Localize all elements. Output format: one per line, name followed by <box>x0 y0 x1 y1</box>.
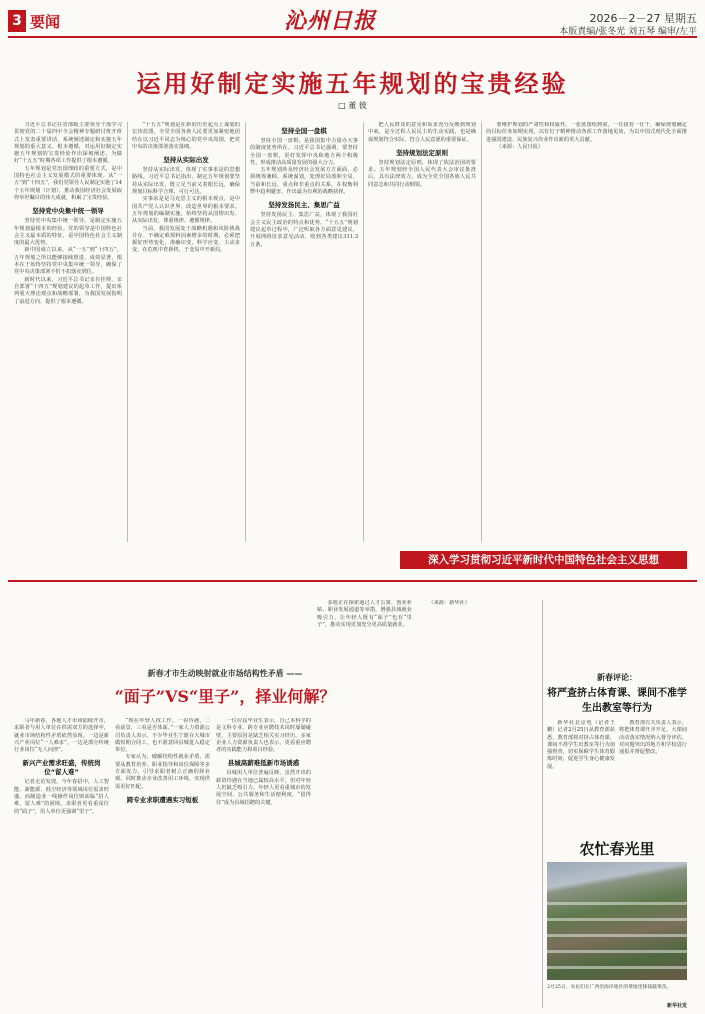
subheading: 跨专业求职遭遇实习短板 <box>126 795 199 804</box>
paragraph: 新中国成立以来，从“一五”到“十四五”，五年规划之所以能够接续推进、成效显著，根本在于始终坚持党中央集中统一领导，确保了党中央决策部署不折不扣落实到位。 <box>14 247 122 276</box>
paragraph: 记者走访发现，今年春招中，人工智能、新能源、低空经济等领域岗位需求旺盛，而制造业一线操作岗位则面临“招人难、留人难”的困境。求职者更看重岗位的“面子”，用人单位更强调“里子”。 <box>14 779 109 815</box>
paragraph: 习近平总书记在省部级主要领导干部学习贯彻党的二十届四中全会精神专题研讨班开班式上发表重要讲话，系统阐述制定和实施五年规划的重大意义、根本遵循，对运用好制定实施五年规划的宝贵经验作出深刻阐述，为做好“十五五”时期各项工作提供了根本遵循。 <box>14 122 122 165</box>
column-rule <box>363 122 364 542</box>
paragraph: 坚持全国一盘棋，是我国集中力量办大事的制度优势所在。习近平总书记强调，要坚持全国一盘棋，更好发挥中央和地方两个积极性，形成推动高质量发展的强大合力。 <box>250 138 358 166</box>
subheading: 县城高薪难抵新市场诱惑 <box>227 759 300 768</box>
subheading: 坚持从实际出发 <box>163 156 209 165</box>
paragraph: 新华社北京电（记者王鹏）记者2月25日从教育部获悉，教育部将对挤占体育课、课间不准学生出教室等行为加强督查，切实保障学生体育锻炼时间，促进学生身心健康发展。 <box>547 720 615 770</box>
paragraph: 一位应届毕业生表示，自己本科学的是文科专业，跨专业应聘技术岗时屡屡碰壁，主要原因是缺乏相关实习经历。多家企业人力资源负责人也表示，更看重应聘者的实践能力和项目经验。 <box>216 718 311 754</box>
paragraph: 马年新春，各地人才市场陆续开市，求职者与用人单位在供需双方的选择中，就业市场结构性矛盾依然显现。一边是新兴产业岗位“一人难求”，一边是部分传统行业岗位“无人问津”。 <box>14 718 109 754</box>
subheading: 坚持规划法定原则 <box>396 148 448 157</box>
issue-date: 2026－2－27 星期五 <box>589 12 697 25</box>
photo-title: 农忙春光里 <box>579 840 655 858</box>
section-number: 3 <box>8 10 26 32</box>
newspaper-logo: 沁州日报 <box>284 8 377 34</box>
paragraph: 多地正在探索通过人才公寓、创业补贴、职业发展通道等举措，增强县域就业吸引力，让年轻人既有“面子”也有“里子”，推动实现更加充分更高质量就业。 <box>317 600 412 628</box>
editorial-column-2 <box>619 720 687 832</box>
paragraph: 坚持规划法定原则，体现了依法治国的要求。五年规划经全国人民代表大会审议批准后，具有法律效力，成为全党全国各族人民共同意志和共同行动纲领。 <box>368 159 476 188</box>
theme-banner: 深入学习贯彻习近平新时代中国特色社会主义思想 <box>400 551 687 569</box>
article2-headline: “面子”VS“里子”，择业何解？ <box>114 687 336 706</box>
subheading: 坚持发扬民主、集思广益 <box>268 201 340 210</box>
paragraph: 要维护规划的严肃性和权威性，一张蓝图绘到底，一任接着一任干，确保规划确定的目标任务如期实现，以钉钉子精神推动各项工作落地见效，为以中国式现代化全面推进强国建设、民族复兴伟业作出新的更大贡献。 <box>486 122 687 143</box>
section-name: 要闻 <box>30 13 61 31</box>
editorial-kicker: 新春评论： <box>597 673 637 682</box>
article2-kicker: 新春才市生动映射就业市场结构性矛盾 —— <box>147 669 303 678</box>
paragraph: 把人民群众的意见和诉求充分反映到规划中来，是全过程人民民主的生动实践，也是确保规划符合实际、符合人民意愿的重要保证。 <box>368 122 476 143</box>
photo-credit: 新华社发 <box>666 1003 687 1009</box>
paragraph: 坚持发扬民主、集思广益，体现了我国社会主义民主政治的特点和优势。“十五五”规划建议起草过程中，广泛听取各方面意见建议，开展网络征求意见活动，收到各类建议311.3万条。 <box>250 212 358 248</box>
column-rule <box>481 122 482 542</box>
article2-source: （来源：新华社） <box>428 600 470 606</box>
article1-column-3 <box>250 122 358 542</box>
subheading: 坚持全国一盘棋 <box>281 127 327 135</box>
paragraph: 实事求是是马克思主义的根本观点，是中国共产党人认识世界、改造世界的根本要求。五年规划的编制实施，始终坚持从国情出发、从实际出发，尊重规律、遵循规律。 <box>132 196 240 225</box>
paragraph: 坚持从实际出发，体现了实事求是的思想路线。习近平总书记指出，制定五年规划要坚持从实际出发，既立足当前又着眼长远，确保规划目标科学合理、可行可达。 <box>132 167 240 196</box>
paragraph: 教育部有关负责人表示，将把体育课开齐开足、大课间活动落实情况纳入督导评估，对问题突出的地方和学校进行通报并督促整改。 <box>619 720 687 756</box>
article2-column-2 <box>115 718 210 1008</box>
section-divider <box>8 580 697 582</box>
byline: □ 董 彼 <box>338 101 367 110</box>
article2-column-4 <box>317 600 412 1008</box>
article2-column-5 <box>418 600 538 1008</box>
paragraph: 五年规划涉及经济社会发展方方面面，必须统筹兼顾、系统谋划，处理好局部和全局、当前和长远、重点和非重点的关系，在权衡利弊中趋利避害、作出最为有利的战略抉择。 <box>250 167 358 196</box>
article2-column-3 <box>216 718 311 1008</box>
subheading: 新兴产业需求旺盛，传统岗位“留人难” <box>22 759 101 777</box>
subheading: 坚持党中央集中统一领导 <box>32 207 104 216</box>
editorial-headline: 将严查挤占体育课、课间不准学生出教室等行为 <box>547 688 687 714</box>
photo-caption: 2月25日，农民们在广西沿海洋地区的菜地里移栽蔬菜苗。 <box>547 985 672 990</box>
headline-main: 运用好制定实施五年规划的宝贵经验 <box>136 69 569 98</box>
paragraph: 坚持党中央集中统一领导，是制定实施五年规划最根本的经验。党的领导是中国特色社会主义最本质的特征，是中国特色社会主义制度的最大优势。 <box>14 218 122 247</box>
article1-column-5 <box>486 122 687 542</box>
paragraph: 新时代以来，习近平总书记亲自挂帅、亲自部署“十四五”规划建议的起草工作，提出系列重大理论观点和战略部署，为我国发展指明了前进方向、提供了根本遵循。 <box>14 276 122 305</box>
editors-line: 本版責编/张冬光 刘五琴 编审/左平 <box>559 27 697 37</box>
column-rule <box>542 600 543 1008</box>
article1-source: （来源：人民日报） <box>496 143 544 150</box>
paragraph: “现在年轻人找工作，一看待遇，二看前景，三看是否体面。”一家人力资源公司负责人表示，不少毕业生宁愿在大城市做短期合同工，也不愿意回县城进入稳定单位。 <box>115 718 210 754</box>
paragraph: 专家认为，破解结构性就业矛盾，需要从教育培养、职业指导和岗位保障等多方面发力，引导求职者树立正确的择业观，同时推动企业改善用工环境，实现供需更好匹配。 <box>115 754 210 790</box>
editorial-column-1 <box>547 720 615 832</box>
page-header <box>8 8 697 38</box>
article1-column-1 <box>14 122 122 542</box>
paragraph: 当前，我国发展处于战略机遇和风险挑战并存、不确定难预料因素增多的时期，必须把握好形势变化，准确识变、科学应变、主动求变，在危机中育新机、于变局中开新局。 <box>132 225 240 254</box>
column-rule <box>245 122 246 542</box>
paragraph: 五年规划是党治国理政的重要方式，是中国特色社会主义发展模式的重要体现。从“一五”到“十四五”，我们党领导人民制定实施了14个五年规划（计划），推动我国经济社会发展取得举世瞩目的伟大成就，积累了宝贵经验。 <box>14 165 122 201</box>
article1-column-2 <box>132 122 240 542</box>
article2-column-1 <box>14 718 109 1008</box>
article1-column-4 <box>368 122 476 542</box>
paragraph: 县城用人单位普遍反映，虽然开出的薪资待遇在当地已属较高水平，但对年轻人仍缺乏吸引力。年轻人更看重城市的发展空间、公共服务和生活便利度，“留得住”成为县域招聘的关键。 <box>216 770 311 806</box>
paragraph: “十五五”规划是在新的历史起点上谋划的宏伟蓝图，全党全国各族人民要更加紧密地团结在以习近平同志为核心的党中央周围，把党中央的决策部署落实落细。 <box>132 122 240 150</box>
farm-field-photo <box>547 862 687 980</box>
column-rule <box>127 122 128 542</box>
